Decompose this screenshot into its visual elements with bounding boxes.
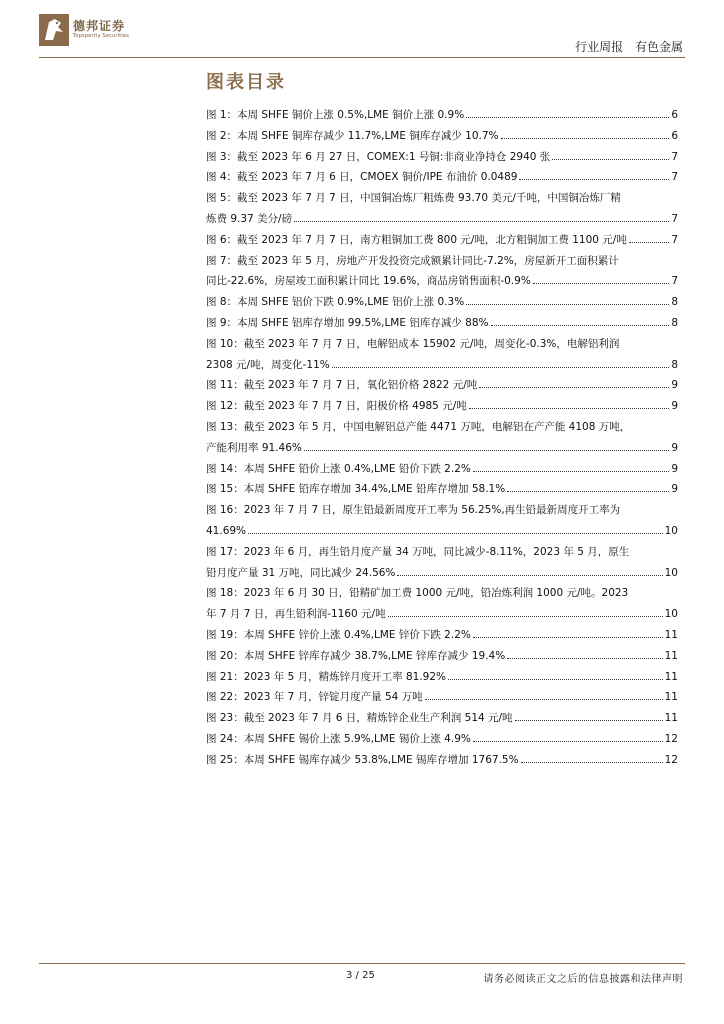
- toc-page-number: 7: [671, 171, 678, 184]
- toc-entry-line: [206, 625, 678, 646]
- toc-page-number: 9: [671, 483, 678, 496]
- toc-page-number: 10: [664, 524, 678, 537]
- toc-entry-text: 年 7 月 7 日，再生铅利润-1160 元/吨: [206, 608, 386, 621]
- toc-page-number: 10: [664, 608, 678, 621]
- toc-leader-dots: [473, 470, 669, 472]
- toc-entry[interactable]: [206, 417, 678, 459]
- toc-title: 图表目录: [206, 72, 286, 93]
- toc-entry-text: 图 18：2023 年 6 月 30 日，铅精矿加工费 1000 元/吨，铅冶炼利润 1000 元/吨。2023: [206, 587, 629, 600]
- toc-entry-line: [206, 708, 678, 729]
- toc-entry-line: [206, 334, 678, 355]
- toc-entry-text: 图 14：本周 SHFE 铅价上涨 0.4%,LME 铅价下跌 2.2%: [206, 462, 471, 475]
- toc-entry[interactable]: [206, 542, 678, 584]
- toc-entry[interactable]: [206, 729, 678, 750]
- toc-entry-text: 炼费 9.37 美分/磅: [206, 212, 293, 225]
- toc-entry-line: [206, 147, 678, 168]
- toc-entry-line: [206, 438, 678, 459]
- toc-entry[interactable]: [206, 313, 678, 334]
- table-of-figures: [206, 105, 678, 771]
- toc-leader-dots: [473, 740, 663, 742]
- toc-page-number: 11: [664, 670, 678, 683]
- toc-leader-dots: [507, 657, 662, 659]
- toc-entry[interactable]: [206, 292, 678, 313]
- toc-leader-dots: [466, 116, 669, 118]
- toc-entry[interactable]: [206, 459, 678, 480]
- toc-entry-line: [206, 313, 678, 334]
- toc-entry[interactable]: [206, 500, 678, 542]
- toc-page-number: 8: [671, 358, 678, 371]
- footer-divider: [39, 963, 685, 964]
- toc-entry-line: [206, 479, 678, 500]
- toc-entry[interactable]: [206, 230, 678, 251]
- toc-entry[interactable]: [206, 375, 678, 396]
- toc-leader-dots: [507, 490, 669, 492]
- toc-page-number: 6: [671, 129, 678, 142]
- toc-entry-line: [206, 687, 678, 708]
- toc-page-number: 12: [664, 753, 678, 766]
- toc-page-number: 11: [664, 628, 678, 641]
- sector-label: 有色金属: [634, 40, 683, 54]
- toc-leader-dots: [294, 220, 669, 222]
- toc-entry-text: 图 3：截至 2023 年 6 月 27 日，COMEX:1 号铜:非商业净持仓 2940 张: [206, 150, 551, 163]
- toc-entry-line: [206, 417, 678, 438]
- toc-entry-text: 图 20：本周 SHFE 锌库存减少 38.7%,LME 锌库存减少 19.4%: [206, 649, 506, 662]
- toc-page-number: 9: [671, 379, 678, 392]
- toc-page-number: 7: [671, 212, 678, 225]
- toc-entry-line: [206, 126, 678, 147]
- header-divider: [39, 57, 685, 58]
- report-category: [575, 38, 683, 55]
- toc-entry-text: 41.69%: [206, 524, 247, 537]
- toc-leader-dots: [473, 636, 663, 638]
- toc-entry-text: 图 1：本周 SHFE 铜价上涨 0.5%,LME 铜价上涨 0.9%: [206, 109, 465, 121]
- toc-entry[interactable]: [206, 750, 678, 771]
- page-number: 3 / 25: [346, 970, 375, 981]
- legal-disclaimer: 请务必阅读正文之后的信息披露和法律声明: [483, 974, 683, 985]
- toc-page-number: 7: [671, 233, 678, 246]
- toc-entry-line: [206, 375, 678, 396]
- toc-page-number: 9: [671, 441, 678, 454]
- toc-entry-text: 图 11：截至 2023 年 7 月 7 日，氧化铝价格 2822 元/吨: [206, 379, 478, 392]
- toc-entry-text: 图 16：2023 年 7 月 7 日，原生铅最新周度开工率为 56.25%,再生铅最新周度开工率为: [206, 504, 621, 517]
- toc-entry-text: 图 9：本周 SHFE 铝库存增加 99.5%,LME 铝库存减少 88%: [206, 316, 489, 329]
- toc-entry-text: 图 10：截至 2023 年 7 月 7 日，电解铝成本 15902 元/吨，周变化-0.3%，电解铝利润: [206, 337, 620, 350]
- toc-leader-dots: [248, 532, 663, 534]
- toc-entry[interactable]: [206, 625, 678, 646]
- toc-leader-dots: [519, 178, 669, 180]
- toc-page-number: 8: [671, 296, 678, 309]
- toc-entry[interactable]: [206, 708, 678, 729]
- toc-leader-dots: [332, 366, 670, 368]
- toc-page-number: 7: [671, 150, 678, 163]
- toc-page-number: 11: [664, 712, 678, 725]
- toc-entry-text: 图 2：本周 SHFE 铜库存减少 11.7%,LME 铜库存减少 10.7%: [206, 129, 499, 142]
- toc-entry-text: 图 7：截至 2023 年 5 月，房地产开发投资完成额累计同比-7.2%，房屋新开工面积累计: [206, 254, 619, 267]
- toc-entry-line: [206, 521, 678, 542]
- toc-leader-dots: [448, 678, 663, 680]
- toc-leader-dots: [491, 324, 670, 326]
- toc-entry[interactable]: [206, 667, 678, 688]
- toc-entry[interactable]: [206, 167, 678, 188]
- toc-leader-dots: [515, 719, 663, 721]
- toc-entry-line: [206, 604, 678, 625]
- toc-leader-dots: [552, 158, 669, 160]
- toc-leader-dots: [501, 137, 670, 139]
- toc-entry-text: 图 8：本周 SHFE 铝价下跌 0.9%,LME 铝价上涨 0.3%: [206, 296, 465, 309]
- toc-page-number: 9: [671, 462, 678, 475]
- toc-page-number: 7: [671, 275, 678, 288]
- toc-entry-text: 铅月度产量 31 万吨，同比减少 24.56%: [206, 566, 396, 579]
- toc-entry-text: 同比-22.6%，房屋竣工面积累计同比 19.6%，商品房销售面积-0.9%: [206, 275, 531, 288]
- company-name-en: Topsperity Securities: [73, 33, 130, 39]
- report-type: 行业周报: [575, 40, 624, 54]
- company-logo: [39, 14, 69, 46]
- toc-entry-text: 图 12：截至 2023 年 7 月 7 日，阳极价格 4985 元/吨: [206, 400, 467, 413]
- page-header: [0, 0, 724, 60]
- toc-entry[interactable]: [206, 583, 678, 625]
- toc-page-number: 9: [671, 400, 678, 413]
- toc-page-number: 10: [664, 566, 678, 579]
- toc-entry-line: [206, 271, 678, 292]
- toc-page-number: 11: [664, 691, 678, 704]
- toc-entry[interactable]: [206, 334, 678, 376]
- toc-entry-text: 图 22：2023 年 7 月，锌锭月度产量 54 万吨: [206, 691, 423, 704]
- toc-entry[interactable]: [206, 251, 678, 293]
- toc-leader-dots: [629, 241, 669, 243]
- toc-entry-text: 图 21：2023 年 5 月，精炼锌月度开工率 81.92%: [206, 670, 446, 683]
- toc-entry[interactable]: [206, 126, 678, 147]
- toc-entry[interactable]: [206, 479, 678, 500]
- toc-entry-line: [206, 563, 678, 584]
- toc-leader-dots: [388, 615, 663, 617]
- company-name: 德邦证券: [73, 19, 126, 33]
- toc-page-number: 12: [664, 732, 678, 745]
- toc-leader-dots: [466, 303, 669, 305]
- toc-leader-dots: [521, 761, 663, 763]
- toc-leader-dots: [425, 698, 663, 700]
- toc-entry-line: [206, 459, 678, 480]
- toc-entry-line: [206, 355, 678, 376]
- toc-page-number: 8: [671, 316, 678, 329]
- toc-entry-text: 图 17：2023 年 6 月，再生铅月度产量 34 万吨，同比减少-8.11%，2023 年 5 月，原生: [206, 545, 630, 558]
- toc-entry-text: 产能利用率 91.46%: [206, 441, 302, 454]
- toc-entry-line: [206, 500, 678, 521]
- toc-entry-text: 图 13：截至 2023 年 5 月，中国电解铝总产能 4471 万吨，电解铝在产产能 4108 万吨，: [206, 420, 631, 433]
- toc-entry[interactable]: [206, 105, 678, 126]
- toc-entry-line: [206, 646, 678, 667]
- toc-entry-line: [206, 209, 678, 230]
- toc-page-number: 11: [664, 649, 678, 662]
- toc-entry[interactable]: [206, 188, 678, 230]
- toc-entry-text: 图 24：本周 SHFE 锡价上涨 5.9%,LME 锡价上涨 4.9%: [206, 732, 471, 745]
- toc-entry-line: [206, 230, 678, 251]
- toc-entry-text: 图 25：本周 SHFE 锡库存减少 53.8%,LME 锡库存增加 1767.5%: [206, 753, 519, 766]
- toc-entry-text: 图 19：本周 SHFE 锌价上涨 0.4%,LME 锌价下跌 2.2%: [206, 628, 471, 641]
- toc-leader-dots: [469, 407, 670, 409]
- toc-entry-line: [206, 292, 678, 313]
- toc-entry[interactable]: [206, 687, 678, 708]
- toc-entry-line: [206, 750, 678, 771]
- toc-leader-dots: [304, 449, 669, 451]
- toc-entry-line: [206, 729, 678, 750]
- toc-leader-dots: [479, 386, 669, 388]
- toc-entry[interactable]: [206, 646, 678, 667]
- toc-entry-text: 2308 元/吨，周变化-11%: [206, 358, 330, 371]
- toc-entry[interactable]: [206, 396, 678, 417]
- toc-entry-text: 图 15：本周 SHFE 铅库存增加 34.4%,LME 铅库存增加 58.1%: [206, 483, 506, 496]
- toc-entry-line: [206, 105, 678, 126]
- toc-entry-text: 图 6：截至 2023 年 7 月 7 日，南方粗铜加工费 800 元/吨，北方粗铜加工费 1100 元/吨: [206, 233, 627, 246]
- toc-entry-text: 图 23：截至 2023 年 7 月 6 日，精炼锌企业生产利润 514 元/吨: [206, 712, 513, 725]
- toc-leader-dots: [533, 282, 670, 284]
- toc-entry-text: 图 4：截至 2023 年 7 月 6 日，CMOEX 铜价/IPE 布油价 0.0489: [206, 171, 518, 184]
- toc-entry-line: [206, 188, 678, 209]
- toc-entry-line: [206, 583, 678, 604]
- toc-entry-text: 图 5：截至 2023 年 7 月 7 日，中国铜冶炼厂粗炼费 93.70 美元/千吨，中国铜冶炼厂精: [206, 192, 621, 205]
- toc-entry-line: [206, 167, 678, 188]
- toc-entry[interactable]: [206, 147, 678, 168]
- toc-page-number: 6: [671, 109, 678, 121]
- toc-entry-line: [206, 396, 678, 417]
- toc-entry-line: [206, 667, 678, 688]
- toc-entry-line: [206, 542, 678, 563]
- toc-leader-dots: [397, 574, 662, 576]
- toc-entry-line: [206, 251, 678, 272]
